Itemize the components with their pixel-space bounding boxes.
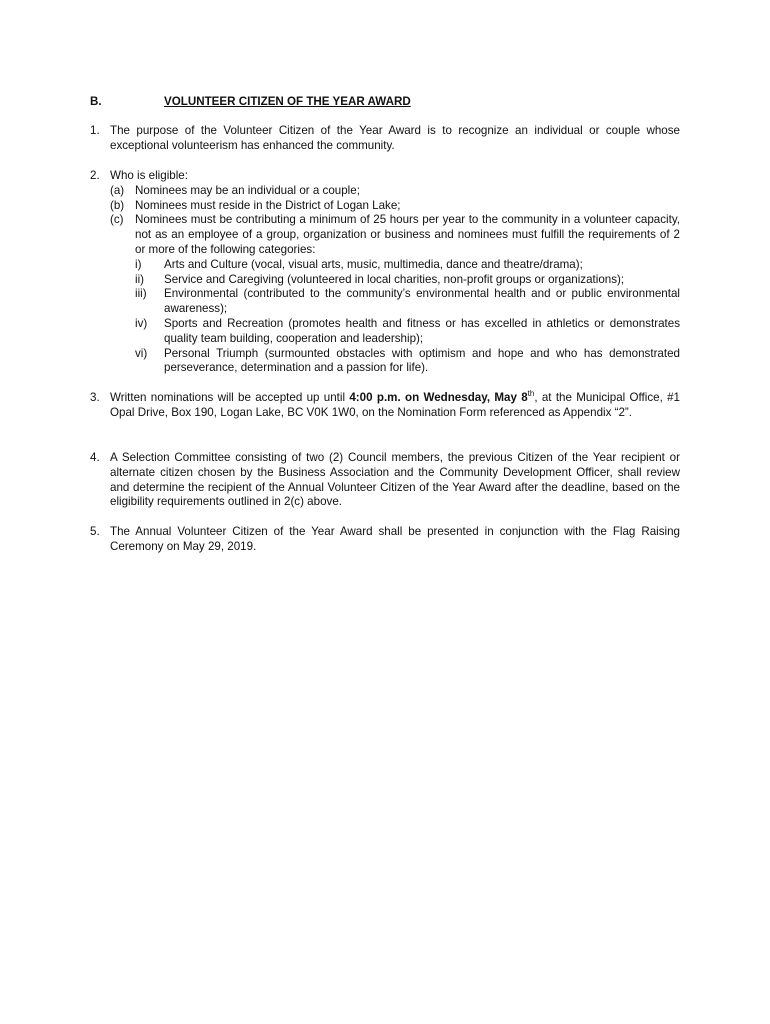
nominations-deadline: 4:00 p.m. on Wednesday, May 8 [349,391,528,404]
category-item [135,347,680,377]
item-number: 3. [90,391,100,404]
category-label: ii) [135,272,145,286]
sub-text: Nominees may be an individual or a couple; [135,183,360,197]
eligibility-sub-c [110,213,680,257]
item-number: 1. [90,124,100,137]
item-committee [90,451,680,510]
item-eligibility [90,169,680,376]
item-text: A Selection Committee consisting of two (2) Council members, the previous Citizen of the Year recipient or alternate citizen chosen by the Business Association and the Community Development Officer, shall review and determine the recipient of the Annual Volunteer Citizen of the Year Award after the deadline, based on the eligibility requirements outlined in 2(c) above. [110,451,680,509]
category-item [135,258,680,273]
item-text: The purpose of the Volunteer Citizen of the Year Award is to recognize an individual or couple whose exceptional volunteerism has enhanced the community. [110,124,680,152]
sub-label: (b) [110,198,125,212]
item-presentation [90,525,680,555]
category-label: i) [135,257,142,271]
sub-text: Nominees must be contributing a minimum of 25 hours per year to the community in a volunteer capacity, not as an employee of a group, organization or business and nominees must fulfill the requirements of 2 or more of the following categories: [135,213,680,256]
item-number: 5. [90,525,100,538]
nominations-text-before: Written nominations will be accepted up until [110,391,350,404]
sub-text: Nominees must reside in the District of Logan Lake; [135,198,401,212]
sub-label: (a) [110,183,125,197]
eligibility-intro: Who is eligible: [110,169,188,182]
nominations-text-after: , at the Municipal Office, #1 Opal Drive, Box 190, Logan Lake, BC V0K 1W0, on the Nomination Form referenced as Appendix “2”. [110,391,681,419]
item-text: The Annual Volunteer Citizen of the Year Award shall be presented in conjunction with the Flag Raising Ceremony on May 29, 2019. [110,525,680,553]
item-number: 4. [90,451,100,464]
category-item [135,287,680,317]
category-label: iii) [135,287,147,301]
category-label: iv) [135,316,148,330]
eligibility-sub-b [110,199,680,214]
category-text: Service and Caregiving (volunteered in local charities, non-profit groups or organizations); [164,272,625,286]
section-heading [90,95,411,110]
category-text: Arts and Culture (vocal, visual arts, music, multimedia, dance and theatre/drama); [164,257,583,271]
section-letter: B. [90,95,102,108]
category-text: Sports and Recreation (promotes health and fitness or has excelled in athletics or demonstrates quality team building, cooperation and leadership); [164,316,680,345]
item-number: 2. [90,169,100,182]
item-purpose [90,124,680,154]
category-item [135,273,680,288]
category-text: Personal Triumph (surmounted obstacles with optimism and hope and who has demonstrated perseverance, determination and a passion for life). [164,346,680,375]
section-title: VOLUNTEER CITIZEN OF THE YEAR AWARD [164,95,411,108]
category-text: Environmental (contributed to the community’s environmental health and or public environmental awareness); [164,287,680,316]
item-text [110,391,680,421]
item-nominations [90,391,680,421]
category-item [135,317,680,347]
nominations-deadline-suffix: th [527,389,535,399]
category-label: vi) [135,346,148,360]
sub-label: (c) [110,213,124,227]
eligibility-sub-a [110,184,680,199]
